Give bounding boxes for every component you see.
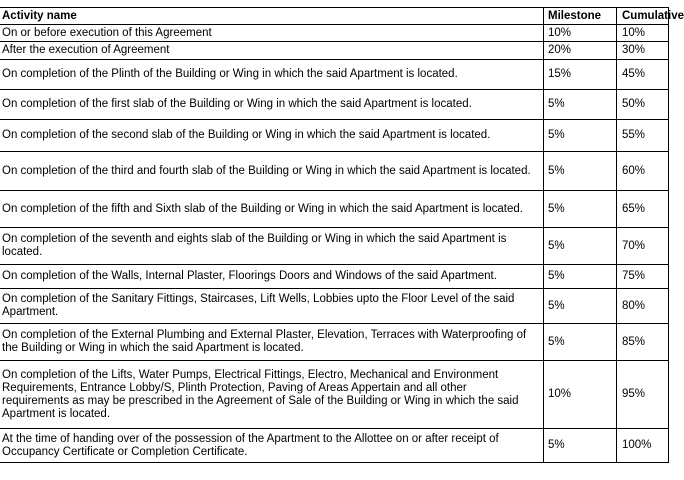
table-row [0, 120, 669, 152]
activity-cell: On completion of the second slab of the Building or Wing in which the said Apartment is located. [0, 120, 544, 152]
milestone-cell: 10% [544, 25, 617, 42]
cumulative-cell: 65% [617, 191, 669, 228]
payment-schedule-table [0, 7, 684, 463]
cumulative-cell: 100% [617, 429, 669, 463]
table-row [0, 42, 669, 60]
activity-cell: On completion of the first slab of the Building or Wing in which the said Apartment is located. [0, 90, 544, 120]
milestone-cell: 10% [544, 361, 617, 429]
activity-cell: On or before execution of this Agreement [0, 25, 544, 42]
activity-cell: On completion of the Plinth of the Building or Wing in which the said Apartment is located. [0, 60, 544, 90]
table-row [0, 228, 669, 265]
cumulative-cell: 30% [617, 42, 669, 60]
activity-cell: On completion of the External Plumbing and External Plaster, Elevation, Terraces with Waterproofing of the Building or Wing in which the said Apartment is located. [0, 324, 544, 361]
column-header-cumulative: Cumulative [617, 8, 669, 25]
table-row [0, 25, 669, 42]
activity-cell: On completion of the Walls, Internal Plaster, Floorings Doors and Windows of the said Apartment. [0, 265, 544, 289]
cumulative-cell: 80% [617, 289, 669, 324]
cumulative-cell: 10% [617, 25, 669, 42]
milestone-cell: 15% [544, 60, 617, 90]
cumulative-cell: 60% [617, 152, 669, 191]
cumulative-cell: 75% [617, 265, 669, 289]
table-row [0, 324, 669, 361]
milestone-cell: 5% [544, 324, 617, 361]
table-row [0, 265, 669, 289]
milestone-cell: 5% [544, 90, 617, 120]
table-row [0, 60, 669, 90]
activity-cell: On completion of the fifth and Sixth slab of the Building or Wing in which the said Apartment is located. [0, 191, 544, 228]
milestone-cell: 5% [544, 289, 617, 324]
table-row [0, 429, 669, 463]
milestone-cell: 5% [544, 120, 617, 152]
milestone-cell: 5% [544, 152, 617, 191]
cumulative-cell: 55% [617, 120, 669, 152]
cumulative-cell: 45% [617, 60, 669, 90]
activity-cell: On completion of the seventh and eights slab of the Building or Wing in which the said Apartment is located. [0, 228, 544, 265]
cumulative-cell: 85% [617, 324, 669, 361]
cumulative-cell: 95% [617, 361, 669, 429]
milestone-cell: 5% [544, 265, 617, 289]
milestone-cell: 5% [544, 228, 617, 265]
table-row [0, 90, 669, 120]
payment-schedule-sheet [0, 7, 684, 463]
table-header-row [0, 8, 669, 25]
cumulative-cell: 70% [617, 228, 669, 265]
milestone-cell: 5% [544, 429, 617, 463]
activity-cell: On completion of the third and fourth slab of the Building or Wing in which the said Apartment is located. [0, 152, 544, 191]
column-header-milestone: Milestone [544, 8, 617, 25]
activity-cell: After the execution of Agreement [0, 42, 544, 60]
activity-cell: On completion of the Sanitary Fittings, Staircases, Lift Wells, Lobbies upto the Floor Level of the said Apartment. [0, 289, 544, 324]
column-header-activity: Activity name [0, 8, 544, 25]
activity-cell: At the time of handing over of the possession of the Apartment to the Allottee on or after receipt of Occupancy Certificate or Completion Certificate. [0, 429, 544, 463]
table-row [0, 289, 669, 324]
cumulative-cell: 50% [617, 90, 669, 120]
table-row [0, 191, 669, 228]
milestone-cell: 5% [544, 191, 617, 228]
table-row [0, 152, 669, 191]
table-row [0, 361, 669, 429]
milestone-cell: 20% [544, 42, 617, 60]
activity-cell: On completion of the Lifts, Water Pumps, Electrical Fittings, Electro, Mechanical and Environment Requirements, Entrance Lobby/S, Plinth Protection, Paving of Areas Appertain and all other requirements as may be prescribed in the Agreement of Sale of the Building or Wing in which the said Apartment is located. [0, 361, 544, 429]
